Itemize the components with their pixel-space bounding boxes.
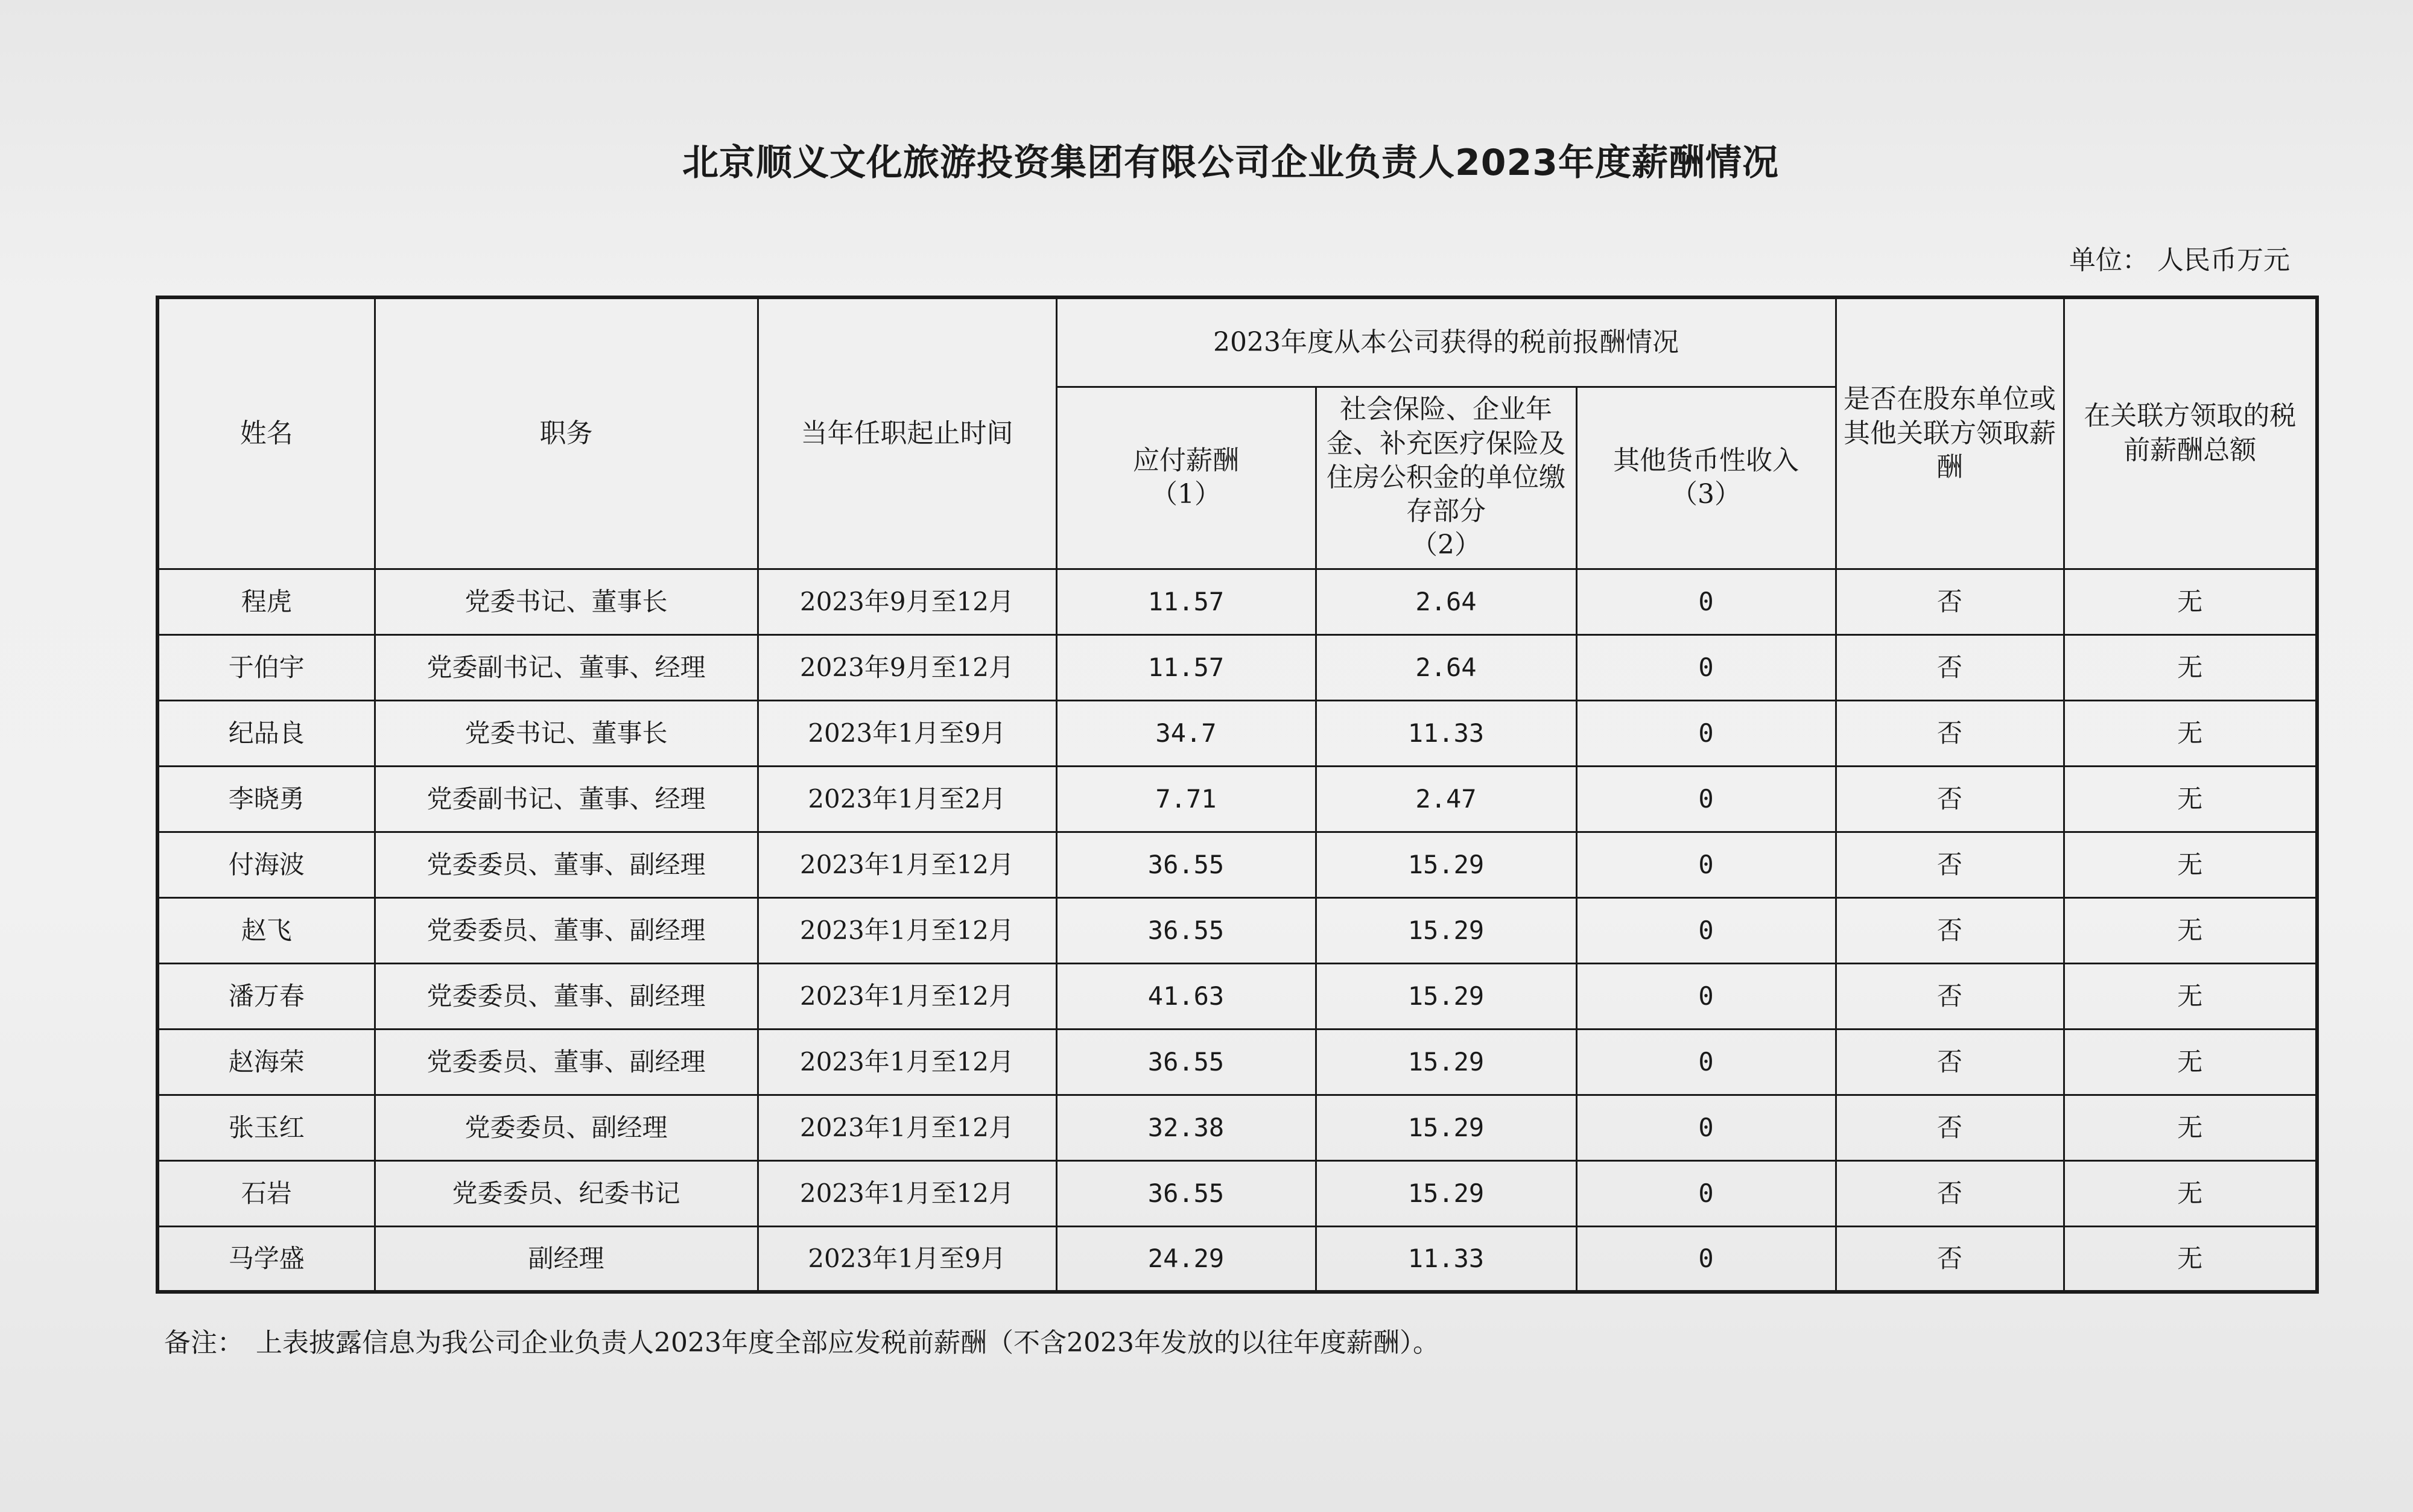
cell-other: 0 — [1576, 1029, 1836, 1095]
cell-related-total: 无 — [2064, 832, 2317, 897]
cell-insurance: 2.64 — [1316, 634, 1576, 700]
cell-salary: 32.38 — [1056, 1095, 1316, 1160]
cell-related-flag: 否 — [1836, 832, 2064, 897]
table-row — [157, 634, 2317, 700]
header-pretax-group: 2023年度从本公司获得的税前报酬情况 — [1056, 297, 1836, 387]
cell-salary: 24.29 — [1056, 1226, 1316, 1292]
header-term: 当年任职起止时间 — [758, 297, 1056, 569]
footnote-text: 上表披露信息为我公司企业负责人2023年度全部应发税前薪酬（不含2023年发放的以往年度薪酬）。 — [256, 1327, 1439, 1358]
cell-salary: 41.63 — [1056, 963, 1316, 1029]
footnote — [164, 1321, 1451, 1359]
table-row — [157, 832, 2317, 897]
header-name: 姓名 — [157, 297, 375, 569]
cell-term: 2023年1月至2月 — [758, 766, 1056, 832]
cell-position: 党委副书记、董事、经理 — [375, 766, 758, 832]
table-row — [157, 1160, 2317, 1226]
cell-related-flag: 否 — [1836, 1029, 2064, 1095]
cell-name: 纪品良 — [157, 700, 375, 766]
cell-name: 李晓勇 — [157, 766, 375, 832]
cell-related-flag: 否 — [1836, 963, 2064, 1029]
cell-term: 2023年1月至9月 — [758, 1226, 1056, 1292]
cell-name: 张玉红 — [157, 1095, 375, 1160]
cell-other: 0 — [1576, 1160, 1836, 1226]
header-insurance — [1316, 387, 1576, 569]
cell-term: 2023年9月至12月 — [758, 634, 1056, 700]
header-related-flag: 是否在股东单位或其他关联方领取薪酬 — [1836, 297, 2064, 569]
cell-insurance: 15.29 — [1316, 1160, 1576, 1226]
cell-related-total: 无 — [2064, 700, 2317, 766]
cell-term: 2023年1月至12月 — [758, 832, 1056, 897]
cell-name: 于伯宇 — [157, 634, 375, 700]
header-other-label: 其他货币性收入 — [1613, 444, 1799, 476]
cell-term: 2023年1月至12月 — [758, 1029, 1056, 1095]
cell-related-total: 无 — [2064, 1095, 2317, 1160]
unit-value: 人民币万元 — [2157, 245, 2290, 276]
cell-position: 党委委员、董事、副经理 — [375, 963, 758, 1029]
cell-salary: 11.57 — [1056, 569, 1316, 634]
cell-name: 赵海荣 — [157, 1029, 375, 1095]
cell-position: 党委书记、董事长 — [375, 700, 758, 766]
cell-related-flag: 否 — [1836, 1095, 2064, 1160]
cell-term: 2023年1月至12月 — [758, 1095, 1056, 1160]
cell-insurance: 15.29 — [1316, 963, 1576, 1029]
cell-other: 0 — [1576, 963, 1836, 1029]
header-salary — [1056, 387, 1316, 569]
cell-insurance: 2.47 — [1316, 766, 1576, 832]
cell-related-flag: 否 — [1836, 700, 2064, 766]
cell-insurance: 15.29 — [1316, 1029, 1576, 1095]
cell-name: 程虎 — [157, 569, 375, 634]
cell-related-total: 无 — [2064, 963, 2317, 1029]
cell-name: 石岩 — [157, 1160, 375, 1226]
cell-related-total: 无 — [2064, 1160, 2317, 1226]
cell-other: 0 — [1576, 569, 1836, 634]
cell-term: 2023年1月至12月 — [758, 1160, 1056, 1226]
header-insurance-num: （2） — [1411, 530, 1481, 561]
header-position: 职务 — [375, 297, 758, 569]
cell-related-flag: 否 — [1836, 897, 2064, 963]
cell-name: 马学盛 — [157, 1226, 375, 1292]
cell-salary: 7.71 — [1056, 766, 1316, 832]
unit-prefix: 单位： — [2069, 245, 2149, 276]
cell-related-flag: 否 — [1836, 569, 2064, 634]
cell-position: 党委书记、董事长 — [375, 569, 758, 634]
unit-label — [2069, 238, 2298, 277]
table-row — [157, 569, 2317, 634]
cell-related-flag: 否 — [1836, 766, 2064, 832]
cell-related-flag: 否 — [1836, 1160, 2064, 1226]
cell-position: 党委副书记、董事、经理 — [375, 634, 758, 700]
cell-related-total: 无 — [2064, 1029, 2317, 1095]
cell-other: 0 — [1576, 700, 1836, 766]
cell-insurance: 2.64 — [1316, 569, 1576, 634]
cell-term: 2023年1月至12月 — [758, 963, 1056, 1029]
cell-insurance: 15.29 — [1316, 832, 1576, 897]
cell-insurance: 15.29 — [1316, 1095, 1576, 1160]
cell-name: 赵飞 — [157, 897, 375, 963]
cell-position: 党委委员、副经理 — [375, 1095, 758, 1160]
salary-table — [156, 296, 2319, 1294]
cell-other: 0 — [1576, 766, 1836, 832]
cell-related-total: 无 — [2064, 897, 2317, 963]
cell-insurance: 11.33 — [1316, 1226, 1576, 1292]
header-salary-num: （1） — [1151, 479, 1221, 510]
cell-other: 0 — [1576, 634, 1836, 700]
cell-position: 党委委员、董事、副经理 — [375, 1029, 758, 1095]
cell-related-total: 无 — [2064, 1226, 2317, 1292]
cell-salary: 36.55 — [1056, 832, 1316, 897]
cell-position: 党委委员、董事、副经理 — [375, 897, 758, 963]
cell-other: 0 — [1576, 1226, 1836, 1292]
header-related-total: 在关联方领取的税前薪酬总额 — [2064, 297, 2317, 569]
cell-position: 党委委员、纪委书记 — [375, 1160, 758, 1226]
header-other-num: （3） — [1671, 479, 1742, 510]
table-row — [157, 963, 2317, 1029]
table-row — [157, 1029, 2317, 1095]
cell-name: 潘万春 — [157, 963, 375, 1029]
cell-salary: 11.57 — [1056, 634, 1316, 700]
cell-salary: 36.55 — [1056, 1160, 1316, 1226]
cell-salary: 36.55 — [1056, 897, 1316, 963]
cell-other: 0 — [1576, 1095, 1836, 1160]
header-salary-label: 应付薪酬 — [1133, 444, 1239, 476]
cell-salary: 34.7 — [1056, 700, 1316, 766]
document-title: 北京顺义文化旅游投资集团有限公司企业负责人2023年度薪酬情况 — [682, 142, 1779, 184]
cell-other: 0 — [1576, 897, 1836, 963]
cell-term: 2023年1月至12月 — [758, 897, 1056, 963]
footnote-label: 备注： — [164, 1327, 244, 1358]
table-row — [157, 766, 2317, 832]
cell-term: 2023年9月至12月 — [758, 569, 1056, 634]
cell-related-total: 无 — [2064, 569, 2317, 634]
table-row — [157, 700, 2317, 766]
cell-related-total: 无 — [2064, 634, 2317, 700]
cell-related-flag: 否 — [1836, 634, 2064, 700]
cell-name: 付海波 — [157, 832, 375, 897]
table-row — [157, 1226, 2317, 1292]
table-row — [157, 897, 2317, 963]
cell-related-flag: 否 — [1836, 1226, 2064, 1292]
cell-other: 0 — [1576, 832, 1836, 897]
cell-term: 2023年1月至9月 — [758, 700, 1056, 766]
cell-position: 副经理 — [375, 1226, 758, 1292]
cell-position: 党委委员、董事、副经理 — [375, 832, 758, 897]
cell-insurance: 11.33 — [1316, 700, 1576, 766]
cell-insurance: 15.29 — [1316, 897, 1576, 963]
header-other — [1576, 387, 1836, 569]
table-row — [157, 1095, 2317, 1160]
cell-related-total: 无 — [2064, 766, 2317, 832]
cell-salary: 36.55 — [1056, 1029, 1316, 1095]
header-insurance-label: 社会保险、企业年金、补充医疗保险及住房公积金的单位缴存部分 — [1327, 394, 1565, 527]
